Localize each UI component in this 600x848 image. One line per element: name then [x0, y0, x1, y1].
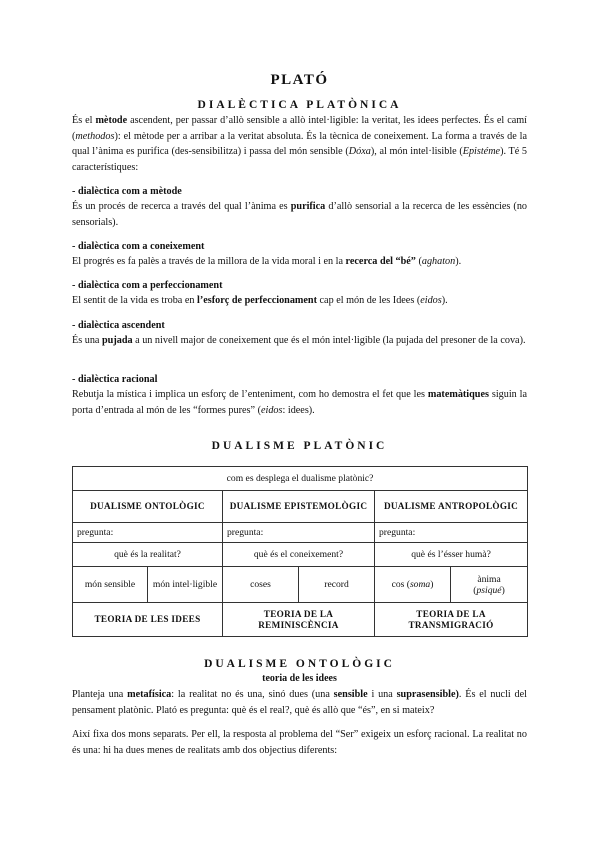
- dialectica-intro: És el mètode ascendent, per passar d’allò sensible a allò intel·ligible: la veritat, les idees perfectes. És el camí (methodos): el mètode per a arribar a la veritat absoluta. És la tècnica de coneixement. La forma a través de la qual l’ànima es purifica (des-sensibilitza) i passa del món sensible (Dóxa), al món intel·lisible (Epistéme). Té 5 característiques:: [72, 115, 528, 173]
- bold-term: purifica: [290, 201, 326, 212]
- dualisme-table: [72, 466, 528, 637]
- concept-word: ànima: [477, 573, 501, 585]
- question-label: pregunta:: [375, 523, 528, 543]
- dialectica-item: [72, 278, 527, 309]
- item-body: Rebutja la mística i implica un esforç de l’enteniment, com ho demostra el fet que les matemàtiques siguin la porta d’entrada al món de les “formes pures” (eidos: idees).: [72, 389, 527, 416]
- dialectica-item: [72, 184, 527, 230]
- concept-cell: coses: [223, 567, 299, 603]
- dialectica-item: [72, 318, 527, 349]
- column-question: què és el coneixement?: [223, 543, 375, 567]
- italic-term: methodos: [75, 130, 115, 142]
- italic-term: Dóxa: [348, 146, 371, 158]
- ontologic-paragraph-1: Planteja una metafísica: la realitat no és una, sinó dues (una sensible i una suprasensible). És el nucli del pensament platònic. Plató es pregunta: què és el real?, què és allò que “és”, en si mateix?: [72, 689, 527, 716]
- concept-cell: ànima (psiqué): [451, 567, 528, 603]
- question-label: pregunta:: [73, 523, 223, 543]
- bold-term: pujada: [102, 335, 133, 346]
- bold-term: suprasensible): [396, 689, 459, 700]
- item-heading: - dialèctica com a mètode: [72, 186, 182, 197]
- column-question: què és la realitat?: [73, 543, 223, 567]
- bold-term: l’esforç de perfeccionament: [197, 295, 317, 306]
- column-header: DUALISME ANTROPOLÒGIC: [375, 491, 528, 523]
- italic-term: eidos: [260, 404, 283, 416]
- item-body: És una pujada a un nivell major de coneixement que és el món intel·ligible (la pujada del presoner de la cova).: [72, 335, 526, 346]
- section-heading-dialectica: DIALÈCTICA PLATÒNICA: [197, 99, 402, 111]
- column-header: DUALISME EPISTEMOLÒGIC: [223, 491, 375, 523]
- italic-term: eidos: [420, 295, 442, 306]
- theory-cell: TEORIA DE LES IDEES: [73, 603, 223, 637]
- item-heading: - dialèctica com a coneixement: [72, 241, 205, 252]
- greek-term: psiqué: [476, 584, 502, 596]
- section-heading-dualisme: DUALISME PLATÒNIC: [211, 440, 388, 452]
- section-subheading: teoria de les idees: [262, 673, 337, 684]
- bold-term: recerca del “bé”: [345, 256, 416, 267]
- concept-word: cos: [391, 579, 405, 590]
- concept-cell: record: [299, 567, 375, 603]
- ontologic-paragraph-2: Així fixa dos mons separats. Per ell, la resposta al problema del “Ser” exigeix un esforç racional. La realitat no és una: hi ha dues menes de realitats amb dos objectius diferents:: [72, 729, 527, 756]
- section-heading-ontologic: DUALISME ONTOLÒGIC: [204, 658, 395, 670]
- italic-term: aghaton: [421, 256, 456, 267]
- column-question: què és l’ésser humà?: [375, 543, 528, 567]
- concept-cell: món intel·ligible: [148, 567, 223, 603]
- bold-term: matemàtiques: [427, 389, 489, 400]
- page-title: PLATÓ: [270, 72, 329, 88]
- concept-cell: cos (soma): [375, 567, 451, 603]
- table-question: com es desplega el dualisme platònic?: [73, 467, 528, 491]
- dialectica-item: [72, 372, 527, 418]
- greek-term: soma: [409, 579, 431, 590]
- item-body: El sentit de la vida es troba en l’esforç de perfeccionament cap el món de les Idees (eidos).: [72, 295, 448, 306]
- bold-term: mètode: [95, 115, 128, 126]
- item-heading: - dialèctica racional: [72, 374, 158, 385]
- item-body: El progrés es fa palès a través de la millora de la vida moral i en la recerca del “bé” (aghaton).: [72, 256, 462, 267]
- item-heading: - dialèctica ascendent: [72, 320, 165, 331]
- dialectica-item: [72, 239, 527, 270]
- italic-term: Epistéme: [462, 146, 501, 158]
- bold-term: metafísica: [127, 689, 172, 700]
- column-header: DUALISME ONTOLÒGIC: [73, 491, 223, 523]
- question-label: pregunta:: [223, 523, 375, 543]
- theory-cell: TEORIA DE LA REMINISCÈNCIA: [223, 603, 375, 637]
- item-heading: - dialèctica com a perfeccionament: [72, 280, 223, 291]
- bold-term: sensible: [333, 689, 368, 700]
- item-body: És un procés de recerca a través del qual l’ànima es purifica d’allò sensorial a la recerca de les essències (no sensorials).: [72, 201, 528, 228]
- theory-cell: TEORIA DE LA TRANSMIGRACIÓ: [375, 603, 528, 637]
- concept-cell: món sensible: [73, 567, 148, 603]
